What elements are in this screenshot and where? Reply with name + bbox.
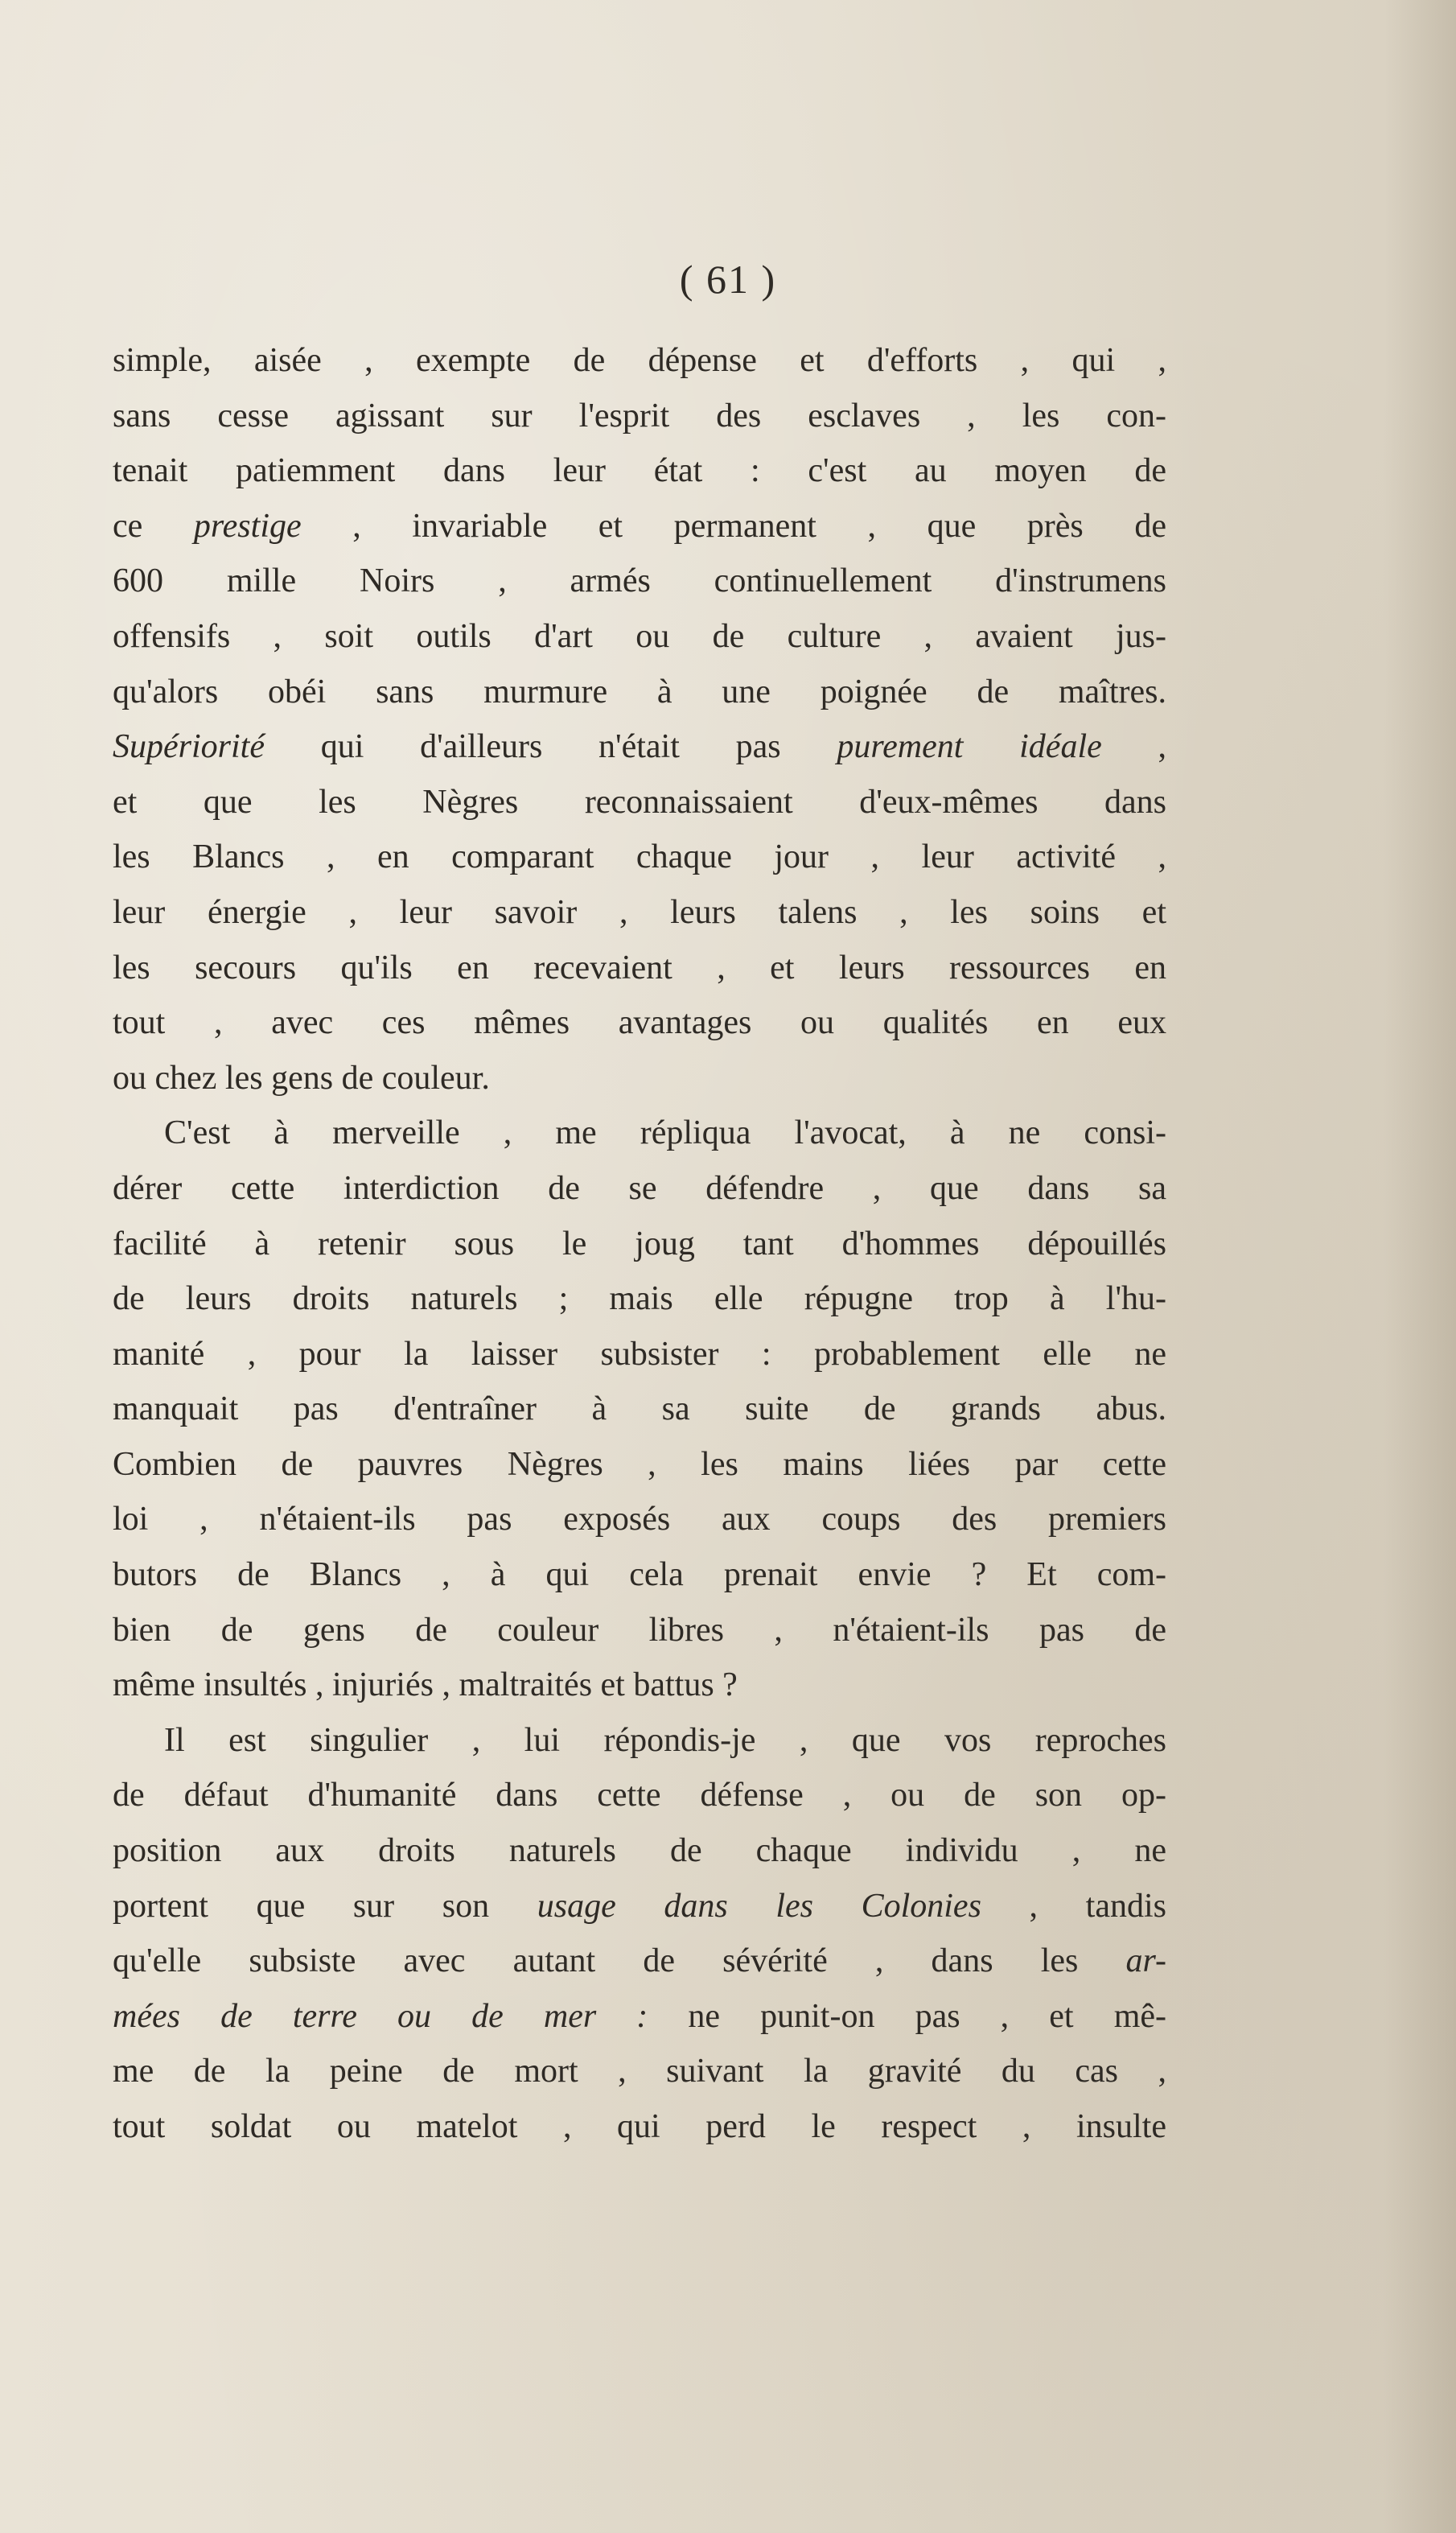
text-run: les secours qu'ils en recevaient , et leurs ressources en [113,949,1166,986]
text-line [113,1658,1166,1713]
text-line [113,1879,1166,1934]
italic-text: mées de terre ou de mer : [113,1997,648,2035]
text-run: offensifs , soit outils d'art ou de culture , avaient jus- [113,617,1166,655]
text-run: ce [113,507,194,545]
text-line [113,1823,1166,1879]
text-line [113,885,1166,941]
text-run: Il est singulier , lui répondis-je , que vos reproches [164,1721,1166,1759]
text-line [113,719,1166,775]
text-run: me de la peine de mort , suivant la gravité du cas , [113,2053,1166,2090]
text-line [113,1051,1166,1106]
text-line [113,609,1166,665]
text-run: ne punit-on pas , et mê- [648,1997,1166,2035]
text-line [113,1161,1166,1217]
italic-text: purement idéale [837,728,1102,766]
text-line [113,1768,1166,1823]
text-line [113,2099,1166,2155]
text-run: tenait patiemment dans leur état : c'est au moyen de [113,452,1166,490]
text-run: qu'elle subsiste avec autant de sévérité , dans les [113,1942,1126,1980]
text-line [113,1437,1166,1493]
text-line [113,389,1166,444]
italic-text: prestige [193,507,302,545]
text-run: qui d'ailleurs n'était pas [264,728,837,766]
text-run: manité , pour la laisser subsister : probablement elle ne [113,1335,1166,1373]
text-run: position aux droits naturels de chaque individu , ne [113,1832,1166,1870]
text-run: loi , n'étaient-ils pas exposés aux coups des premiers [113,1501,1166,1538]
text-run: dérer cette interdiction de se défendre , que dans sa [113,1169,1166,1207]
text-run: tout , avec ces mêmes avantages ou qualités en eux [113,1004,1166,1042]
text-line [113,830,1166,885]
text-run: et que les Nègres reconnaissaient d'eux-mêmes dans [113,783,1166,821]
text-line [113,1271,1166,1327]
text-run: ou chez les gens de couleur. [113,1059,490,1097]
page-number: ( 61 ) [679,257,777,302]
text-run: qu'alors obéi sans murmure à une poignée de maîtres. [113,673,1166,710]
text-line [113,554,1166,609]
text-run: de leurs droits naturels ; mais elle répugne trop à l'hu- [113,1280,1166,1318]
text-line [113,1547,1166,1603]
text-line [113,995,1166,1051]
text-line [113,1106,1166,1161]
text-run: leur énergie , leur savoir , leurs talens , les soins et [113,893,1166,931]
text-run: C'est à merveille , me répliqua l'avocat, à ne consi- [164,1114,1166,1152]
text-line [113,775,1166,830]
text-run: , tandis [981,1887,1166,1925]
text-run: tout soldat ou matelot , qui perd le respect , insulte [113,2108,1166,2145]
text-line [113,1217,1166,1272]
text-run: butors de Blancs , à qui cela prenait envie ? Et com- [113,1556,1166,1594]
text-line [113,333,1166,389]
text-line [113,1713,1166,1769]
text-run: sans cesse agissant sur l'esprit des esclaves , les con- [113,397,1166,435]
text-run: Combien de pauvres Nègres , les mains liées par cette [113,1445,1166,1483]
text-run: , invariable et permanent , que près de [301,507,1166,545]
italic-text: usage dans les Colonies [537,1887,981,1925]
text-run: manquait pas d'entraîner à sa suite de grands abus. [113,1390,1166,1428]
text-run: 600 mille Noirs , armés continuellement d'instrumens [113,562,1166,600]
text-line [113,1603,1166,1658]
text-run: de défaut d'humanité dans cette défense , ou de son op- [113,1777,1166,1814]
text-line [113,1327,1166,1382]
text-line [113,443,1166,499]
text-run: simple, aisée , exempte de dépense et d'efforts , qui , [113,342,1166,379]
text-line [113,499,1166,554]
italic-text: Supériorité [113,728,265,766]
text-line [113,1989,1166,2045]
italic-text: ar- [1125,1942,1166,1980]
text-line [113,1934,1166,1989]
page-edge-shadow [1384,0,1456,2533]
text-line [113,665,1166,720]
text-run: portent que sur son [113,1887,537,1925]
body-text [113,333,1166,2155]
text-line [113,1492,1166,1547]
text-run: , [1101,728,1166,766]
text-line [113,2044,1166,2099]
text-run: bien de gens de couleur libres , n'étaient-ils pas de [113,1611,1166,1649]
text-run: même insultés , injuriés , maltraités et battus ? [113,1666,738,1704]
text-run: facilité à retenir sous le joug tant d'hommes dépouillés [113,1225,1166,1262]
text-line [113,941,1166,996]
text-run: les Blancs , en comparant chaque jour , leur activité , [113,838,1166,876]
text-line [113,1382,1166,1437]
